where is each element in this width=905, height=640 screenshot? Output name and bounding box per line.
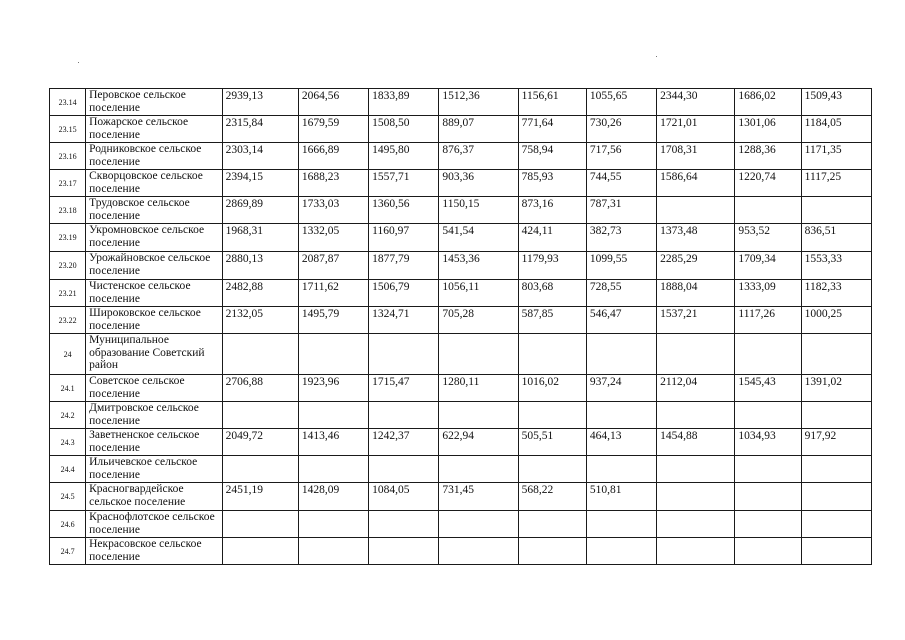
value-cell: 2880,13 [222,252,298,280]
value-cell [657,334,735,375]
value-cell [298,402,368,429]
value-cell: 1333,09 [735,280,801,307]
value-cell: 1709,34 [735,252,801,280]
row-code: 23.15 [50,116,86,143]
value-cell [735,538,801,565]
row-code: 23.14 [50,89,86,116]
settlement-name: Некрасовское сельское поселение [86,538,222,565]
value-cell: 1156,61 [518,89,586,116]
value-cell: 1688,23 [298,170,368,197]
value-cell: 1360,56 [369,197,439,224]
table-row [50,307,872,334]
table-row [50,197,872,224]
value-cell [298,538,368,565]
value-cell [657,538,735,565]
value-cell: 1084,05 [369,483,439,511]
value-cell: 2087,87 [298,252,368,280]
value-cell [735,456,801,483]
value-cell: 1373,48 [657,224,735,252]
value-cell [518,511,586,538]
row-code: 24.1 [50,375,86,402]
value-cell [801,456,871,483]
value-cell [222,511,298,538]
value-cell: 728,55 [586,280,656,307]
value-cell: 424,11 [518,224,586,252]
value-cell: 587,85 [518,307,586,334]
value-cell: 2869,89 [222,197,298,224]
value-cell: 1220,74 [735,170,801,197]
value-cell: 1016,02 [518,375,586,402]
settlement-name: Дмитровское сельское поселение [86,402,222,429]
value-cell: 382,73 [586,224,656,252]
value-cell [586,334,656,375]
value-cell: 1117,26 [735,307,801,334]
value-cell [298,456,368,483]
settlement-name: Скворцовское сельское поселение [86,170,222,197]
settlement-name: Трудовское сельское поселение [86,197,222,224]
value-cell: 1391,02 [801,375,871,402]
value-cell: 1923,96 [298,375,368,402]
value-cell [439,456,518,483]
table-row [50,170,872,197]
value-cell: 1557,71 [369,170,439,197]
value-cell: 1000,25 [801,307,871,334]
table-row [50,116,872,143]
value-cell: 731,45 [439,483,518,511]
value-cell: 730,26 [586,116,656,143]
value-cell: 1454,88 [657,429,735,456]
value-cell: 1301,06 [735,116,801,143]
value-cell [586,538,656,565]
value-cell: 903,36 [439,170,518,197]
value-cell [369,456,439,483]
value-cell: 876,37 [439,143,518,170]
value-cell [657,483,735,511]
value-cell: 1055,65 [586,89,656,116]
value-cell: 1288,36 [735,143,801,170]
row-code: 23.21 [50,280,86,307]
table-row [50,334,872,375]
value-cell [518,402,586,429]
row-code: 24.5 [50,483,86,511]
value-cell: 1242,37 [369,429,439,456]
value-cell [657,402,735,429]
table-row [50,538,872,565]
tariff-table [49,88,872,565]
value-cell: 1280,11 [439,375,518,402]
value-cell: 1117,25 [801,170,871,197]
table-row [50,429,872,456]
value-cell: 1099,55 [586,252,656,280]
value-cell [439,538,518,565]
value-cell: 836,51 [801,224,871,252]
value-cell: 1495,79 [298,307,368,334]
value-cell: 1413,46 [298,429,368,456]
value-cell [657,197,735,224]
settlement-name: Урожайновское сельское поселение [86,252,222,280]
table-row [50,89,872,116]
row-code: 23.16 [50,143,86,170]
value-cell: 2285,29 [657,252,735,280]
value-cell [369,334,439,375]
value-cell: 953,52 [735,224,801,252]
value-cell [735,511,801,538]
value-cell [298,511,368,538]
value-cell: 1182,33 [801,280,871,307]
value-cell: 873,16 [518,197,586,224]
value-cell: 2049,72 [222,429,298,456]
value-cell: 787,31 [586,197,656,224]
table-row [50,375,872,402]
row-code: 23.18 [50,197,86,224]
value-cell: 505,51 [518,429,586,456]
table-row [50,483,872,511]
value-cell [801,197,871,224]
settlement-name: Широковское сельское поселение [86,307,222,334]
settlement-name: Ильичевское сельское поселение [86,456,222,483]
value-cell: 758,94 [518,143,586,170]
value-cell: 1666,89 [298,143,368,170]
value-cell: 1428,09 [298,483,368,511]
row-code: 24 [50,334,86,375]
table-row [50,511,872,538]
value-cell [735,483,801,511]
value-cell [801,402,871,429]
value-cell [735,402,801,429]
row-code: 24.7 [50,538,86,565]
value-cell [222,456,298,483]
value-cell: 803,68 [518,280,586,307]
value-cell [586,456,656,483]
value-cell: 546,47 [586,307,656,334]
value-cell: 705,28 [439,307,518,334]
value-cell: 1509,43 [801,89,871,116]
value-cell: 744,55 [586,170,656,197]
row-code: 23.22 [50,307,86,334]
value-cell: 2132,05 [222,307,298,334]
value-cell: 1877,79 [369,252,439,280]
value-cell: 510,81 [586,483,656,511]
table-row [50,252,872,280]
value-cell [657,511,735,538]
value-cell [222,402,298,429]
value-cell [586,511,656,538]
value-cell [518,334,586,375]
value-cell: 2112,04 [657,375,735,402]
settlement-name: Родниковское сельское поселение [86,143,222,170]
value-cell: 2344,30 [657,89,735,116]
value-cell [439,402,518,429]
settlement-name: Красногвардейское сельское поселение [86,483,222,511]
settlement-name: Укромновское сельское поселение [86,224,222,252]
value-cell [222,538,298,565]
row-code: 23.19 [50,224,86,252]
settlement-name: Краснофлотское сельское поселение [86,511,222,538]
settlement-name: Муниципальное образование Советский район [86,334,222,375]
row-code: 24.3 [50,429,86,456]
value-cell: 568,22 [518,483,586,511]
value-cell [518,538,586,565]
value-cell [735,197,801,224]
table-row [50,402,872,429]
value-cell: 1512,36 [439,89,518,116]
value-cell: 1586,64 [657,170,735,197]
row-code: 24.2 [50,402,86,429]
value-cell [439,511,518,538]
value-cell [298,334,368,375]
value-cell [801,511,871,538]
value-cell [801,334,871,375]
value-cell: 2315,84 [222,116,298,143]
value-cell: 1888,04 [657,280,735,307]
settlement-name: Заветненское сельское поселение [86,429,222,456]
value-cell: 2482,88 [222,280,298,307]
value-cell: 1034,93 [735,429,801,456]
table-body [50,89,872,565]
value-cell: 1495,80 [369,143,439,170]
value-cell: 937,24 [586,375,656,402]
value-cell: 1179,93 [518,252,586,280]
value-cell: 771,64 [518,116,586,143]
value-cell: 2451,19 [222,483,298,511]
value-cell: 1708,31 [657,143,735,170]
value-cell [735,334,801,375]
value-cell: 622,94 [439,429,518,456]
settlement-name: Пожарское сельское поселение [86,116,222,143]
value-cell: 1686,02 [735,89,801,116]
row-code: 24.6 [50,511,86,538]
value-cell: 2064,56 [298,89,368,116]
value-cell: 785,93 [518,170,586,197]
value-cell [586,402,656,429]
value-cell: 1056,11 [439,280,518,307]
row-code: 23.20 [50,252,86,280]
value-cell: 1721,01 [657,116,735,143]
value-cell: 1968,31 [222,224,298,252]
value-cell: 1545,43 [735,375,801,402]
value-cell: 1537,21 [657,307,735,334]
value-cell: 464,13 [586,429,656,456]
row-code: 23.17 [50,170,86,197]
value-cell: 2939,13 [222,89,298,116]
value-cell: 1508,50 [369,116,439,143]
scan-speck [78,62,79,63]
value-cell: 917,92 [801,429,871,456]
value-cell [518,456,586,483]
value-cell: 1506,79 [369,280,439,307]
value-cell: 1160,97 [369,224,439,252]
value-cell: 541,54 [439,224,518,252]
table-row [50,280,872,307]
value-cell [439,334,518,375]
table-row [50,456,872,483]
value-cell: 1453,36 [439,252,518,280]
value-cell: 1171,35 [801,143,871,170]
value-cell: 1332,05 [298,224,368,252]
settlement-name: Перовское сельское поселение [86,89,222,116]
value-cell [369,538,439,565]
value-cell [222,334,298,375]
value-cell [801,538,871,565]
value-cell: 1711,62 [298,280,368,307]
value-cell: 1553,33 [801,252,871,280]
value-cell: 1679,59 [298,116,368,143]
scan-speck [656,56,657,57]
value-cell [369,511,439,538]
table-row [50,143,872,170]
value-cell: 1733,03 [298,197,368,224]
settlement-name: Чистенское сельское поселение [86,280,222,307]
row-code: 24.4 [50,456,86,483]
table-row [50,224,872,252]
value-cell: 717,56 [586,143,656,170]
value-cell: 1150,15 [439,197,518,224]
value-cell [369,402,439,429]
value-cell: 1324,71 [369,307,439,334]
value-cell: 1833,89 [369,89,439,116]
value-cell [657,456,735,483]
value-cell: 889,07 [439,116,518,143]
settlement-name: Советское сельское поселение [86,375,222,402]
value-cell: 2394,15 [222,170,298,197]
value-cell: 2303,14 [222,143,298,170]
value-cell [801,483,871,511]
value-cell: 1184,05 [801,116,871,143]
value-cell: 1715,47 [369,375,439,402]
value-cell: 2706,88 [222,375,298,402]
